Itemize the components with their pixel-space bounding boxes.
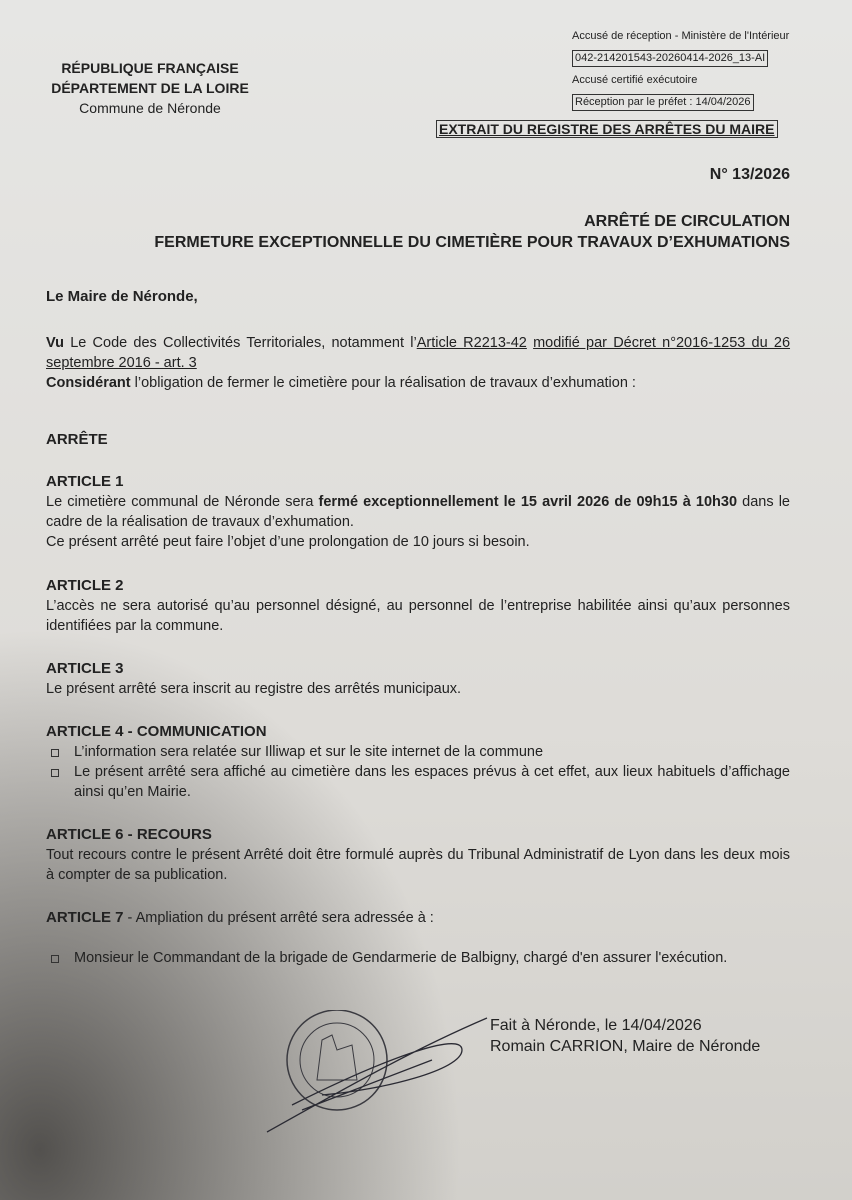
article-4: [46, 722, 790, 802]
list-item: L’information sera relatée sur Illiwap et sur le site internet de la commune: [46, 742, 790, 762]
department: DÉPARTEMENT DE LA LOIRE: [51, 80, 249, 96]
republic: RÉPUBLIQUE FRANÇAISE: [61, 60, 239, 76]
arrete-heading: ARRÊTE: [46, 431, 108, 448]
article-3-heading: ARTICLE 3: [46, 660, 124, 677]
signatory-name: Romain CARRION, Maire de Néronde: [490, 1038, 761, 1055]
considerant-bold: Considérant: [46, 375, 131, 391]
decree-number: N° 13/2026: [709, 166, 790, 183]
article-7-text: - Ampliation du présent arrêté sera adressée à :: [123, 910, 434, 926]
vu-text: Le Code des Collectivités Territoriales, notamment l’: [64, 335, 417, 351]
receipt-block: [572, 25, 789, 113]
article-2-heading: ARTICLE 2: [46, 577, 124, 594]
article-7-heading: ARTICLE 7: [46, 909, 124, 926]
list-item: Monsieur le Commandant de la brigade de Gendarmerie de Balbigny, chargé d'en assurer l'exécution.: [46, 948, 790, 968]
article-link[interactable]: Article R2213-42: [416, 335, 527, 351]
article-6: [46, 825, 790, 885]
article-1-text3: Ce présent arrêté peut faire l’objet d’une prolongation de 10 jours si besoin.: [46, 534, 530, 550]
list-item: Le présent arrêté sera affiché au cimetière dans les espaces prévus à cet effet, aux lieux habituels d’affichage ainsi qu’en Mairie.: [46, 762, 790, 802]
receipt-certified: Accusé certifié exécutoire: [572, 74, 698, 86]
vu-bold: Vu: [46, 335, 64, 351]
article-1-heading: ARTICLE 1: [46, 473, 124, 490]
issuer-header: [40, 58, 260, 118]
signature: [267, 1018, 487, 1132]
article-4-heading: ARTICLE 4 - COMMUNICATION: [46, 723, 267, 740]
stamp-and-signature: [262, 1010, 502, 1135]
title-line2: FERMETURE EXCEPTIONNELLE DU CIMETIÈRE POUR TRAVAUX D’EXHUMATIONS: [154, 234, 790, 251]
receipt-title: Accusé de réception - Ministère de l'Intérieur: [572, 30, 790, 42]
article-3-text: Le présent arrêté sera inscrit au registre des arrêtés municipaux.: [46, 681, 462, 697]
article-1: [46, 472, 790, 552]
article-2-text: L’accès ne sera autorisé qu’au personnel désigné, au personnel de l’entreprise habilitée ainsi qu’aux personnes identifiées par la commune.: [46, 598, 790, 634]
commune: Commune de Néronde: [79, 100, 221, 116]
vu-paragraph: [46, 333, 790, 393]
decree-link[interactable]: modifié par Décret n°2016-1253 du 26 septembre 2016 - art. 3: [46, 335, 791, 371]
article-1-text2: dans le cadre de la réalisation de travaux d’exhumation.: [46, 494, 790, 530]
signature-block: [490, 1015, 760, 1057]
article-1-text: Le cimetière communal de Néronde sera: [46, 494, 319, 510]
article-1-bold: fermé exceptionnellement le 15 avril 2026 de 09h15 à 10h30: [318, 494, 738, 510]
considerant-text: l’obligation de fermer le cimetière pour la réalisation de travaux d’exhumation :: [130, 375, 636, 391]
mairie-stamp: [287, 1010, 387, 1110]
decree-title: [154, 211, 790, 253]
article-2: [46, 576, 790, 636]
article-3: [46, 659, 790, 699]
article-6-heading: ARTICLE 6 - RECOURS: [46, 826, 212, 843]
article-7: [46, 908, 790, 968]
receipt-prefect: Réception par le préfet : 14/04/2026: [572, 94, 754, 111]
title-line1: ARRÊTÉ DE CIRCULATION: [584, 213, 790, 230]
register-extract: EXTRAIT DU REGISTRE DES ARRÊTES DU MAIRE: [436, 120, 778, 138]
place-date: Fait à Néronde, le 14/04/2026: [490, 1017, 702, 1034]
receipt-id: 042-214201543-20260414-2026_13-AI: [572, 50, 768, 67]
article-6-text: Tout recours contre le présent Arrêté doit être formulé auprès du Tribunal Administratif de Lyon dans les deux mois à compter de sa publication.: [46, 847, 790, 883]
mayor-line: Le Maire de Néronde,: [46, 288, 198, 305]
